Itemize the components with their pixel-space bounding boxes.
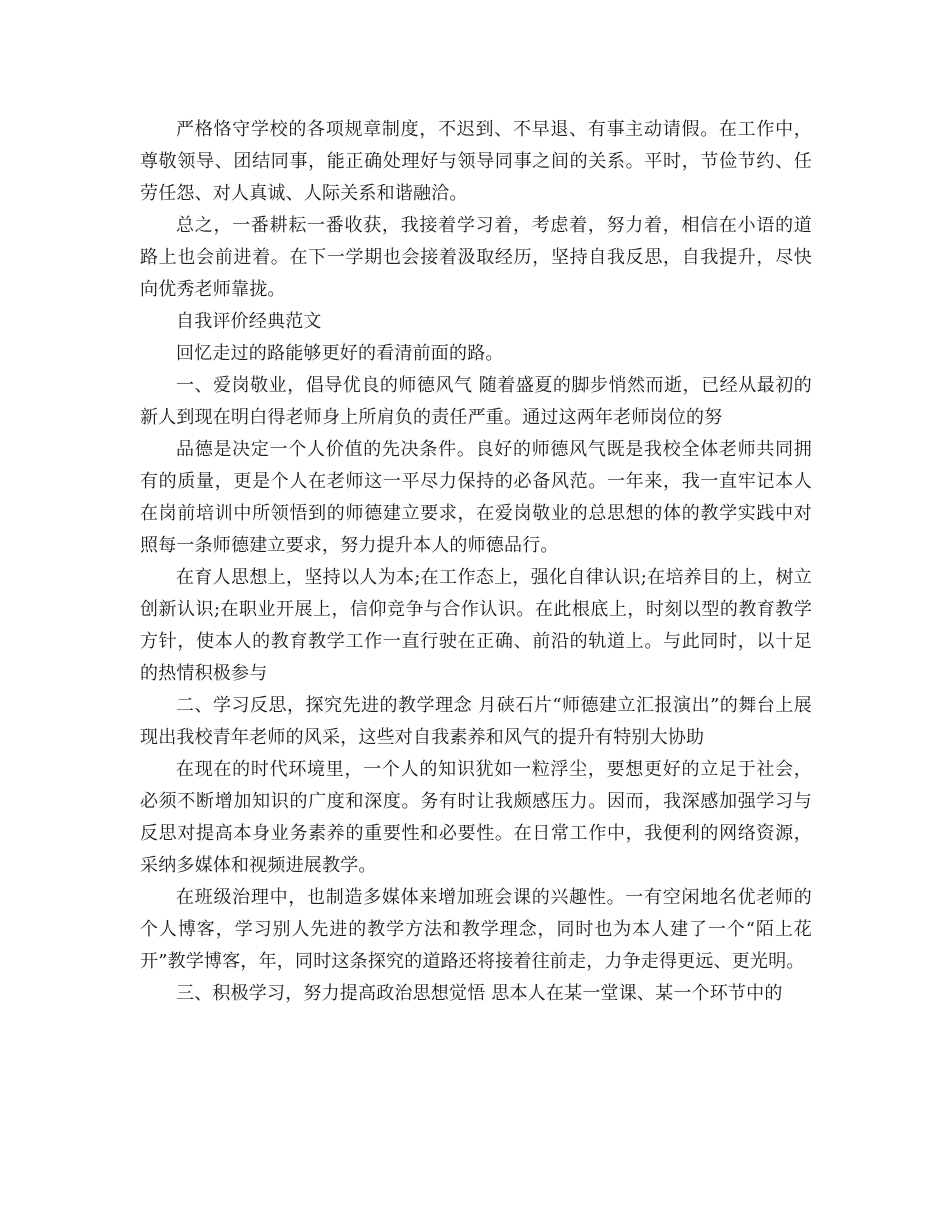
paragraph-discipline: 严格恪守学校的各项规章制度，不迟到、不早退、有事主动请假。在工作中，尊敬领导、团结同事，能正确处理好与领导同事之间的关系。平时，节俭节约、任劳任怨、对人真诚、人际关系和谐融洽。: [140, 119, 812, 204]
paragraph-point-three: 三、积极学习，努力提高政治思想觉悟 思本人在某一堂课、某一个环节中的: [176, 983, 783, 1004]
paragraph-summary: 总之，一番耕耘一番收获，我接着学习着，考虑着，努力着，相信在小语的道路上也会前进着。在下一学期也会接着汲取经历，坚持自我反思，自我提升，尽快向优秀老师靠拢。: [140, 215, 812, 300]
paragraph-education-philosophy: 在育人思想上，坚持以人为本;在工作态上，强化自律认识;在培养目的上，树立创新认识;在职业开展上，信仰竞争与合作认识。在此根底上，时刻以型的教育教学方针，使本人的教育教学工作一直行驶在正确、前沿的轨道上。与此同时，以十足的热情积极参与: [140, 567, 812, 684]
document-body: [140, 114, 812, 1010]
paragraph-intro: 回忆走过的路能够更好的看清前面的路。: [176, 343, 504, 364]
paragraph-knowledge: 在现在的时代环境里，一个人的知识犹如一粒浮尘，要想更好的立足于社会，必须不断增加知识的广度和深度。务有时让我颇感压力。因而，我深感加强学习与反思对提高本身业务素养的重要性和必要性。在日常工作中，我便利的网络资源，采纳多媒体和视频进展教学。: [140, 759, 812, 876]
paragraph-point-one: 一、爱岗敬业，倡导优良的师德风气 随着盛夏的脚步悄然而逝，已经从最初的新人到现在明白得老师身上所肩负的责任严重。通过这两年老师岗位的努: [140, 375, 812, 428]
paragraph-ethics: 品德是决定一个人价值的先决条件。良好的师德风气既是我校全体老师共同拥有的质量，更是个人在老师这一平尽力保持的必备风范。一年来，我一直牢记本人在岗前培训中所领悟到的师德建立要求，在爱岗敬业的总思想的体的教学实践中对照每一条师德建立要求，努力提升本人的师德品行。: [140, 439, 812, 556]
paragraph-point-two: 二、学习反思，探究先进的教学理念 月硖石片“师德建立汇报演出”的舞台上展现出我校青年老师的风采，这些对自我素养和风气的提升有特别大协助: [140, 695, 812, 748]
paragraph-class-management: 在班级治理中，也制造多媒体来增加班会课的兴趣性。一有空闲地名优老师的个人博客，学习别人先进的教学方法和教学理念，同时也为本人建了一个“陌上花开”教学博客，年，同时这条探究的道路还将接着往前走，力争走得更远、更光明。: [140, 887, 812, 972]
section-title: 自我评价经典范文: [176, 311, 322, 332]
